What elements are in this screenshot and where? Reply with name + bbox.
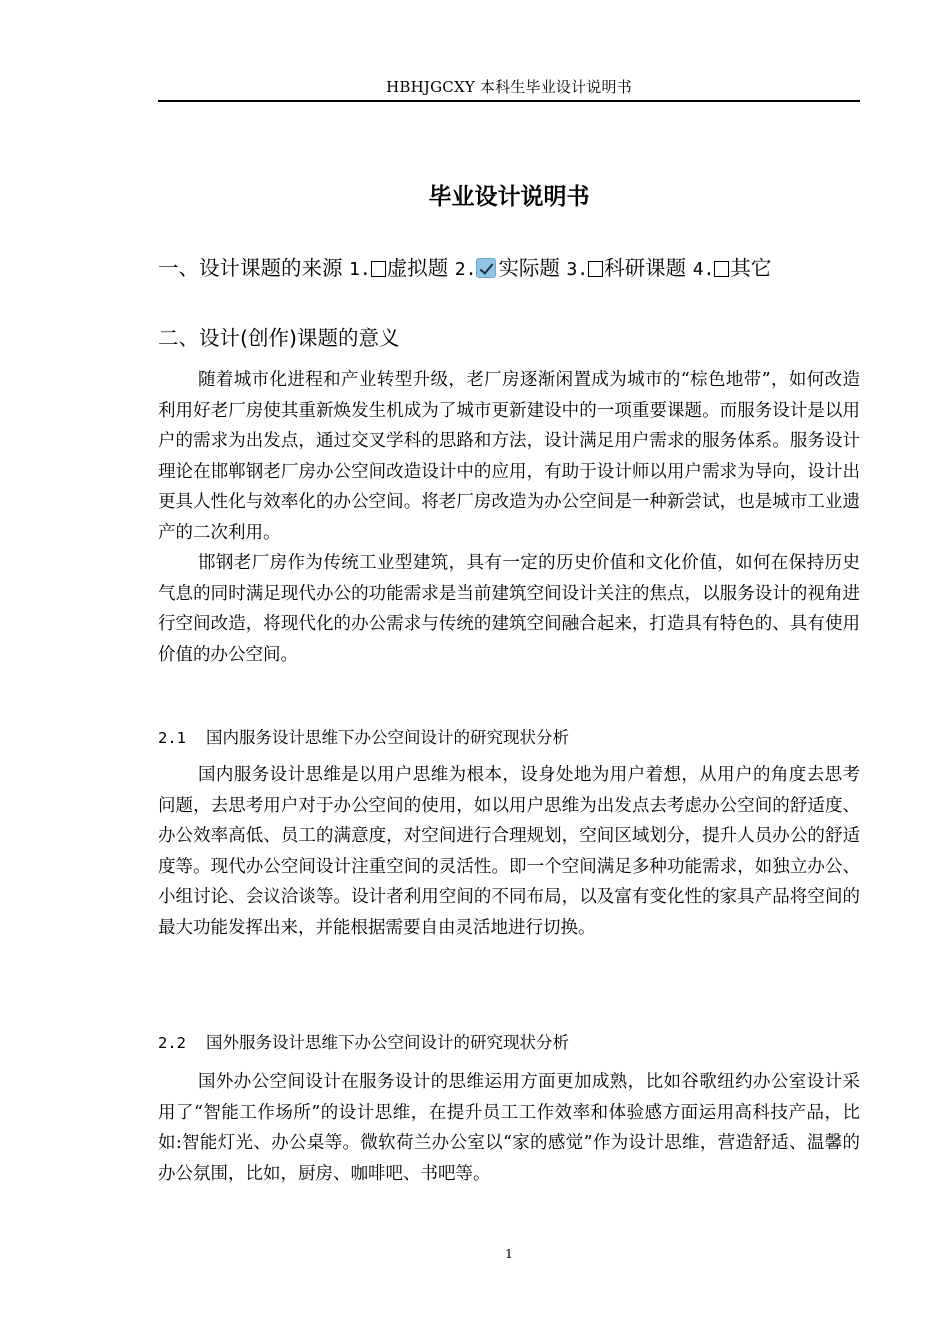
paragraph: 随着城市化进程和产业转型升级，老厂房逐渐闲置成为城市的“棕色地带”，如何改造利用好老厂房使其重新焕发生机成为了城市更新建设中的一项重要课题。而服务设计是以用户的需求为出发点，通过交叉学科的思路和方法，设计满足用户需求的服务体系。服务设计理论在邯郸钢老厂房办公空间改造设计中的应用，有助于设计师以用户需求为导向，设计出更具人性化与效率化的办公空间。将老厂房改造为办公空间是一种新尝试，也是城市工业遗产的二次利用。 [158, 370, 860, 543]
subsection-title: 国外服务设计思维下办公空间设计的研究现状分析 [206, 1033, 569, 1052]
subsection-heading [158, 724, 878, 748]
option-actual[interactable] [455, 256, 567, 280]
paragraph: 国内服务设计思维是以用户思维为根本，设身处地为用户着想，从用户的角度去思考问题，去思考用户对于办公空间的使用，如以用户思维为出发点去考虑办公空间的舒适度、办公效率高低、员工的满意度，对空间进行合理规划，空间区域划分，提升人员办公的舒适度等。现代办公空间设计注重空间的灵活性。即一个空间满足多种功能需求，如独立办公、小组讨论、会议洽谈等。设计者利用空间的不同布局，以及富有变化性的家具产品将空间的最大功能发挥出来，并能根据需要自由灵活地进行切换。 [158, 765, 860, 938]
subsection-heading [158, 1029, 878, 1053]
option-number: 4. [692, 259, 715, 280]
option-research[interactable] [566, 256, 692, 280]
paragraph: 邯钢老厂房作为传统工业型建筑，具有一定的历史价值和文化价值，如何在保持历史气息的同时满足现代办公的功能需求是当前建筑空间设计关注的焦点，以服务设计的视角进行空间改造，将现代化的办公需求与传统的建筑空间融合起来，打造具有特色的、具有使用价值的办公空间。 [158, 553, 860, 665]
checkbox-unchecked-icon[interactable] [714, 261, 729, 277]
option-label: 科研课题 [604, 256, 687, 280]
running-header: HBHJGCXY 本科生毕业设计说明书 [386, 78, 632, 96]
option-number: 3. [566, 259, 589, 280]
header-divider [158, 100, 860, 102]
option-virtual[interactable] [349, 256, 455, 280]
option-number: 2. [454, 259, 477, 280]
subsection-number: 2.2 [158, 1034, 186, 1052]
subsection-title: 国内服务设计思维下办公空间设计的研究现状分析 [206, 728, 569, 747]
option-label: 虚拟题 [386, 256, 449, 280]
subsection-number: 2.1 [158, 729, 186, 747]
page-number: 1 [505, 1246, 513, 1261]
section-source-heading [158, 251, 878, 281]
paragraph: 国外办公空间设计在服务设计的思维运用方面更加成熟，比如谷歌纽约办公室设计采用了“智能工作场所”的设计思维，在提升员工工作效率和体验感方面运用高科技产品，比如:智能灯光、办公桌等。微软荷兰办公室以“家的感觉”作为设计思维，营造舒适、温馨的办公氛围，比如，厨房、咖啡吧、书吧等。 [158, 1072, 860, 1184]
section-significance-heading: 二、设计(创作)课题的意义 [158, 326, 400, 350]
option-label: 实际题 [498, 256, 560, 280]
checkbox-unchecked-icon[interactable] [588, 261, 603, 277]
checkbox-unchecked-icon[interactable] [371, 261, 386, 277]
option-other[interactable] [693, 256, 772, 280]
checkbox-checked-icon[interactable] [476, 258, 496, 278]
document-title: 毕业设计说明书 [428, 184, 590, 210]
section-source-label: 一、设计课题的来源 [158, 256, 350, 280]
option-label: 其它 [730, 256, 772, 280]
option-number: 1. [349, 259, 371, 280]
